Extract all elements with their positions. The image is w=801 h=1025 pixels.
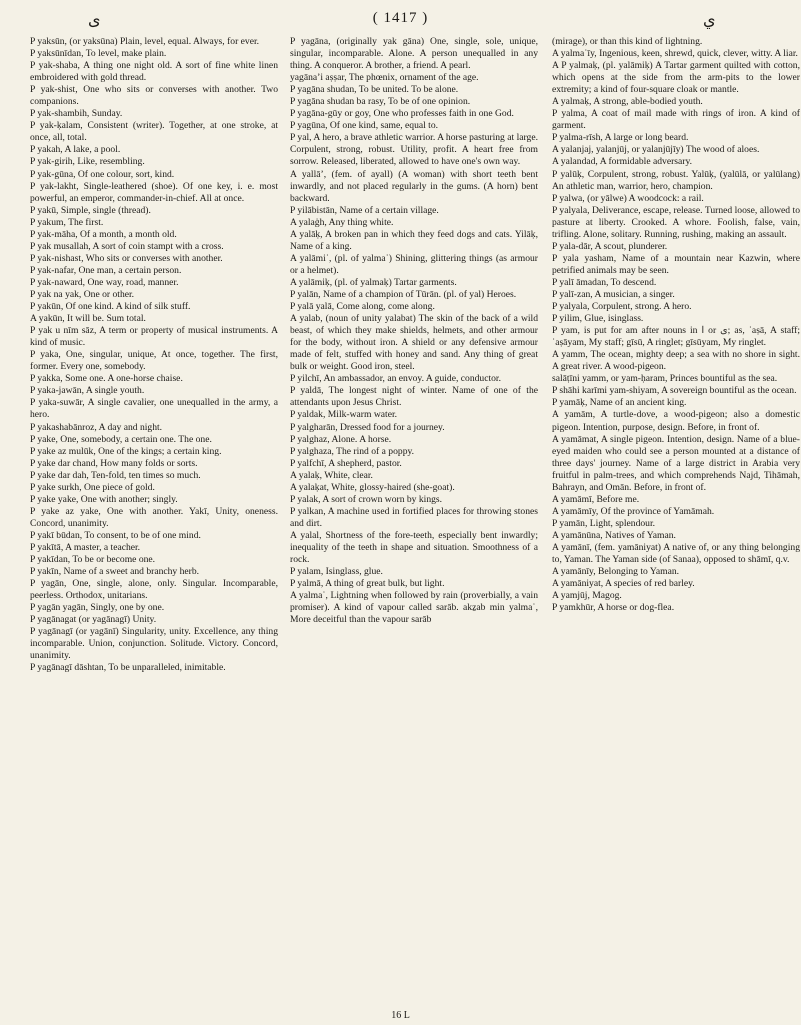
dictionary-entry: P yagūna, Of one kind, same, equal to.	[290, 120, 439, 132]
dictionary-entry: P yalī āmadan, To descend.	[552, 276, 657, 288]
dictionary-entry: A yamjūj, Magog.	[552, 590, 622, 602]
dictionary-entry: P yagāna shudan, To be united. To be alone.	[290, 84, 459, 96]
dictionary-entry: P yaka-suwār, A single cavalier, one unequalled in the army, a hero.	[30, 397, 278, 421]
dictionary-entry: P yala-dār, A scout, plunderer.	[552, 240, 668, 252]
header-right-letter: ي	[703, 10, 716, 29]
dictionary-entry: P yagān, One, single, alone, only. Singular. Incomparable, peerless. Orthodox, unitarians.	[30, 578, 278, 602]
dictionary-entry: P yakūn, Of one kind. A kind of silk stuff.	[30, 301, 191, 313]
dictionary-entry: P yalghaza, The rind of a poppy.	[290, 445, 415, 457]
dictionary-entry: P yakīdan, To be or become one.	[30, 554, 156, 566]
dictionary-entry: A yalāmiʿ, (pl. of yalmaʿ) Shining, glittering things (as armour or a helmet).	[290, 252, 538, 276]
dictionary-entry: P yak-māha, Of a month, a month old.	[30, 228, 177, 240]
dictionary-entry: P yaldak, Milk-warm water.	[290, 409, 398, 421]
dictionary-entry: A yamāmī, Before me.	[552, 493, 640, 505]
dictionary-entry: P yalūḳ, Corpulent, strong, robust. Yalūḳ, (yalūlā, or yalūlang) An athletic man, warrior, hero, champion.	[552, 168, 800, 192]
dictionary-entry: P yake dar dah, Ten-fold, ten times so much.	[30, 469, 201, 481]
dictionary-entry: P yalma, A coat of mail made with rings of iron. A kind of garment.	[552, 108, 800, 132]
dictionary-entry: A yalab, (noun of unity yalabat) The skin of the back of a wild beast, of which they make shields, helmets, and other armour for the body, without iron. A shield or any defensive armour made of felt, stuffed with honey and sand. Any thing of great bulk or weight. Good iron, steel.	[290, 313, 538, 373]
dictionary-entry: P yaksūn, (or yaksūna) Plain, level, equal. Always, for ever.	[30, 36, 260, 47]
dictionary-entry: P yamān, Light, splendour.	[552, 517, 656, 529]
dictionary-entry: P yakītā, A master, a teacher.	[30, 541, 141, 553]
dictionary-entry: P yalkan, A machine used in fortified places for throwing stones and dirt.	[290, 505, 538, 529]
dictionary-entry: P yak na yak, One or other.	[30, 288, 135, 300]
dictionary-entry: P yalghaz, Alone. A horse.	[290, 433, 392, 445]
dictionary-entry: P yake yake, One with another; singly.	[30, 493, 178, 505]
dictionary-entry: A yamm, The ocean, mighty deep; a sea with no shore in sight. A great river. A wood-pigeon.	[552, 349, 800, 373]
dictionary-entry: P yak-gūna, Of one colour, sort, kind.	[30, 168, 175, 180]
dictionary-entry: P yakashabānroz, A day and night.	[30, 421, 163, 433]
dictionary-entry: P yamāḳ, Name of an ancient king.	[552, 397, 687, 409]
column-left	[30, 36, 278, 1011]
dictionary-entry: P yalān, Name of a champion of Tūrān. (pl. of yal) Heroes.	[290, 288, 517, 300]
dictionary-entry: P yilim, Glue, isinglass.	[552, 313, 644, 325]
dictionary-entry: P yagāna shudan ba rasy, To be of one opinion.	[290, 96, 471, 108]
dictionary-entry: A yalanjaj, yalanjūj, or yalanjūjīy) The wood of aloes.	[552, 144, 760, 156]
dictionary-entry: P yagāna, (originally yak gāna) One, single, sole, unique, singular, incomparable. Alone. A person unequalled in any thing. A conqueror. A brother, a friend. A pearl.	[290, 36, 538, 72]
dictionary-entry: P yagānagī (or yagānī) Singularity, unity. Excellence, any thing incomparable. Union, conjunction. Solitude. Victory. Concord, unanimity.	[30, 626, 278, 662]
dictionary-entry: A yalaġh, Any thing white.	[290, 216, 394, 228]
dictionary-entry: P yak-ḳalam, Consistent (writer). Together, at one stroke, at once, all, total.	[30, 120, 278, 144]
dictionary-entry: P yakī būdan, To consent, to be of one mind.	[30, 529, 201, 541]
dictionary-entry: A yamāmat, A single pigeon. Intention, design. Name of a blue-eyed maiden who could see a person mounted at a distance of three days' journey. Name of a large district in Arabia very fruitful in palm-trees, and which comprehends Najd, Tihāmah, Bahrayn, and Omān. Before, in front of.	[552, 433, 800, 493]
dictionary-entry: P yilābistān, Name of a certain village.	[290, 204, 439, 216]
dictionary-entry: P yak u nīm sāz, A term or property of musical instruments. A kind of music.	[30, 325, 278, 349]
dictionary-entry: P yaldā, The longest night of winter. Name of one of the attendants upon Jesus Christ.	[290, 385, 538, 409]
dictionary-entry: P yake dar chand, How many folds or sorts.	[30, 457, 198, 469]
dictionary-entry: P yak-girih, Like, resembling.	[30, 156, 145, 168]
dictionary-entry: P yake, One, somebody, a certain one. The one.	[30, 433, 212, 445]
dictionary-entry: A yalāmiḳ, (pl. of yalmaḳ) Tartar garments.	[290, 276, 457, 288]
dictionary-entry: A yakūn, It will be. Sum total.	[30, 313, 146, 325]
dictionary-entry: P yamkhūr, A horse or dog-flea.	[552, 602, 675, 614]
dictionary-entry: P yake surkh, One piece of gold.	[30, 481, 155, 493]
dictionary-entry: P yala yasham, Name of a mountain near Kazwin, where petrified animals may be seen.	[552, 252, 800, 276]
dictionary-entry: P yagānagat (or yagānagī) Unity.	[30, 614, 157, 626]
dictionary-entry: P yaksūnīdan, To level, make plain.	[30, 48, 167, 60]
dictionary-entry: P yalam, Isinglass, glue.	[290, 566, 383, 578]
dictionary-entry: P yalwa, (or yālwe) A woodcock: a rail.	[552, 192, 704, 204]
dictionary-entry: P yagān yagān, Singly, one by one.	[30, 602, 165, 614]
dictionary-entry: P yalā yalā, Come along, come along.	[290, 301, 435, 313]
dictionary-entry: yagānaʼi aṣṣar, The phœnix, ornament of the age.	[290, 72, 479, 84]
page-header	[0, 10, 801, 34]
dictionary-entry: P yalfchī, A shepherd, pastor.	[290, 457, 402, 469]
dictionary-entry: A yalmaʿ, Lightning when followed by rain (proverbially, a vain promiser). A kind of vapour called sarāb. akẕab min yalmaʿ, More deceitful than the vapour sarāb	[290, 590, 538, 626]
dictionary-entry: A yalmaʿīy, Ingenious, keen, shrewd, quick, clever, witty. A liar.	[552, 48, 798, 60]
dictionary-entry: P yalak, A sort of crown worn by kings.	[290, 493, 443, 505]
dictionary-entry: P yake az mulūk, One of the kings; a certain king.	[30, 445, 222, 457]
dictionary-entry: A yalaḳat, White, glossy-haired (she-goat).	[290, 481, 455, 493]
dictionary-entry: P yagāna-gūy or goy, One who professes faith in one God.	[290, 108, 514, 120]
dictionary-entry: A yalāḳ, A broken pan in which they feed dogs and cats. Yilāḳ, Name of a king.	[290, 228, 538, 252]
dictionary-entry: P yaka-jawān, A single youth.	[30, 385, 145, 397]
dictionary-entry: salāṭīni yamm, or yam-ḥaram, Princes bountiful as the sea.	[552, 373, 778, 385]
dictionary-entry: A yalmaḳ, A strong, able-bodied youth.	[552, 96, 703, 108]
dictionary-entry: A yallāʼ, (fem. of ayall) (A woman) with short teeth bent inwardly, and not placed regularly in the gums. (A horn) bent backward.	[290, 168, 538, 204]
dictionary-entry: A yamānī, (fem. yamāniyat) A native of, or any thing belonging to, Yaman. The Yaman side (of Sanaa), opposed to shāmī, q.v.	[552, 541, 800, 566]
dictionary-entry: A yalandad, A formidable adversary.	[552, 156, 693, 168]
dictionary-entry: P yakū, Simple, single (thread).	[30, 204, 151, 216]
dictionary-entry: P yal, A hero, a brave athletic warrior. A horse pasturing at large. Corpulent, strong, robust. Utility, profit. A heart free from sorrow. Released, liberated, allowed to have one's own way.	[290, 132, 538, 168]
dictionary-entry: P yalgharān, Dressed food for a journey.	[290, 421, 445, 433]
column-middle	[290, 36, 538, 1011]
dictionary-entry: P yak-nafar, One man, a certain person.	[30, 264, 182, 276]
dictionary-entry: A yalaḳ, White, clear.	[290, 469, 373, 481]
dictionary-entry: P yalma-rīsh, A large or long beard.	[552, 132, 689, 144]
dictionary-entry: P yagānagī dāshtan, To be unparalleled, inimitable.	[30, 662, 226, 674]
dictionary-entry: P yak-naward, One way, road, manner.	[30, 276, 179, 288]
dictionary-entry: P yalī-zan, A musician, a singer.	[552, 288, 675, 300]
dictionary-entry: P yakka, Some one. A one-horse chaise.	[30, 373, 183, 385]
dictionary-entry: P yalyala, Deliverance, escape, release. Turned loose, allowed to pasture at liberty. Crooked. A whore. Foolish, false, vain, trifling. Alone, solitary. Running, rushing, making an assault.	[552, 204, 800, 240]
dictionary-entry: (mirage), or than this kind of lightning.	[552, 36, 703, 47]
dictionary-entry: A yamāniyat, A species of red barley.	[552, 578, 695, 590]
header-left-letter: ی	[88, 10, 101, 29]
dictionary-entry: P shāhi karīmi yam-shiyam, A sovereign bountiful as the ocean.	[552, 385, 797, 397]
page-number: ( 1417 )	[372, 10, 429, 26]
dictionary-entry: P yaka, One, singular, unique, At once, together. The first, former. Every one, somebody.	[30, 349, 278, 373]
dictionary-entry: P yak-shist, One who sits or converses with another. Two companions.	[30, 84, 278, 108]
column-right	[552, 36, 800, 1011]
dictionary-entry: P yake az yake, One with another. Yakī, Unity, oneness. Concord, unanimity.	[30, 505, 278, 529]
dictionary-entry: P yalyala, Corpulent, strong. A hero.	[552, 301, 692, 313]
dictionary-entry: P yak-lakht, Single-leathered (shoe). Of one key, i. e. most powerful, an emperor, commander-in-chief. All at once.	[30, 180, 278, 204]
dictionary-entry: P yak musallah, A sort of coin stampt with a cross.	[30, 240, 224, 252]
dictionary-entry: A yalal, Shortness of the fore-teeth, especially bent inwardly; inequality of the teeth in shape and situation. Smoothness of a rock.	[290, 529, 538, 566]
dictionary-entry: A yamāmīy, Of the province of Yamāmah.	[552, 505, 715, 517]
dictionary-entry: P yakah, A lake, a pool.	[30, 144, 121, 156]
dictionary-entry: P yakīn, Name of a sweet and branchy herb.	[30, 566, 200, 578]
dictionary-entry: P yak-shambih, Sunday.	[30, 108, 123, 120]
dictionary-entry: A yamānīy, Belonging to Yaman.	[552, 566, 680, 578]
dictionary-entry: P yakum, The first.	[30, 216, 104, 228]
signature-mark: 16 L	[391, 1010, 410, 1021]
dictionary-entry: P yalmā, A thing of great bulk, but light.	[290, 578, 445, 590]
dictionary-entry: A yamānūna, Natives of Yaman.	[552, 529, 676, 541]
dictionary-entry: A yamām, A turtle-dove, a wood-pigeon; also a domestic pigeon. Intention, purpose, design. Before, in front of.	[552, 409, 800, 433]
dictionary-entry: P yilchī, An ambassador, an envoy. A guide, conductor.	[290, 373, 501, 385]
dictionary-entry: P yak-shaba, A thing one night old. A sort of fine white linen embroidered with gold thread.	[30, 60, 278, 84]
dictionary-entry: P yam, is put for am after nouns in ا or ی; as, ʿaṣā, A staff; ʿaṣāyam, My staff; gīsū, A ringlet; gīsūyam, My ringlet.	[552, 325, 800, 349]
dictionary-entry: A P yalmaḳ, (pl. yalāmiḳ) A Tartar garment quilted with cotton, which opens at the side from the arm-pits to the lower extremity; a kind of four-square cloak or mantle.	[552, 60, 800, 96]
dictionary-entry: P yak-nishast, Who sits or converses with another.	[30, 252, 223, 264]
